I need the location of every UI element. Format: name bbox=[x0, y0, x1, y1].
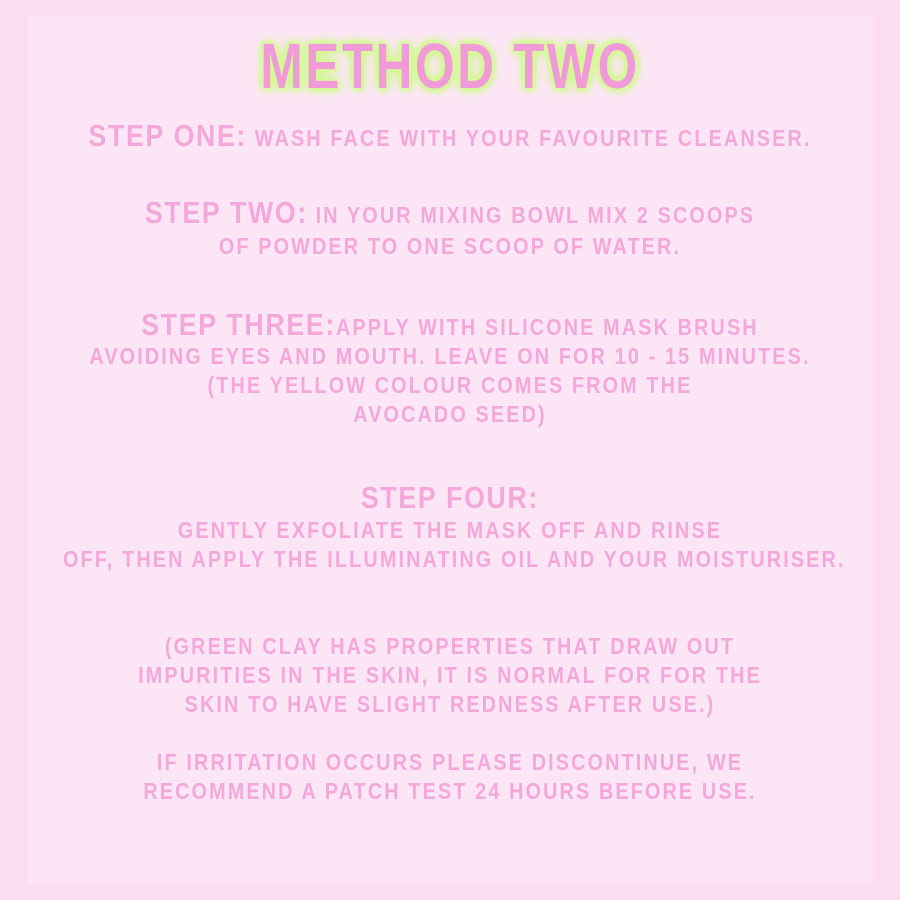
step-three-text-line4: AVOCADO SEED) bbox=[353, 401, 547, 427]
step-three-text-line1: APPLY WITH SILICONE MASK BRUSH bbox=[335, 314, 759, 340]
note-line3: SKIN TO HAVE SLIGHT REDNESS AFTER USE.) bbox=[184, 691, 716, 717]
step-three-heading: STEP THREE: bbox=[141, 307, 336, 342]
note-line2: IMPURITIES IN THE SKIN, IT IS NORMAL FOR FOR THE bbox=[138, 662, 762, 688]
step-three-line bbox=[63, 307, 837, 345]
step-three-text-line3: (THE YELLOW COLOUR COMES FROM THE bbox=[207, 372, 693, 398]
warning-line2: RECOMMEND A PATCH TEST 24 HOURS BEFORE USE. bbox=[143, 778, 757, 804]
step-one-line bbox=[63, 118, 837, 156]
step-four-heading: STEP FOUR: bbox=[360, 480, 540, 515]
step-four-text-line1: GENTLY EXFOLIATE THE MASK OFF AND RINSE bbox=[177, 517, 723, 543]
page-title: METHOD TWO bbox=[260, 30, 640, 102]
step-two-heading: STEP TWO: bbox=[144, 195, 308, 230]
note-line1: (GREEN CLAY HAS PROPERTIES THAT DRAW OUT bbox=[164, 633, 736, 659]
step-two-text-line2: OF POWDER TO ONE SCOOP OF WATER. bbox=[218, 233, 682, 259]
step-four-text-line2: OFF, THEN APPLY THE ILLUMINATING OIL AND YOUR MOISTURISER. bbox=[63, 546, 846, 572]
step-one-text: WASH FACE WITH YOUR FAVOURITE CLEANSER. bbox=[247, 125, 812, 151]
warning-line1: IF IRRITATION OCCURS PLEASE DISCONTINUE, WE bbox=[156, 749, 744, 775]
step-two-line bbox=[63, 195, 837, 233]
step-one-heading: STEP ONE: bbox=[88, 118, 248, 153]
step-three-text-line2: AVOIDING EYES AND MOUTH. LEAVE ON FOR 10 - 15 MINUTES. bbox=[89, 343, 811, 369]
step-two-text-line1: IN YOUR MIXING BOWL MIX 2 SCOOPS bbox=[307, 202, 756, 228]
